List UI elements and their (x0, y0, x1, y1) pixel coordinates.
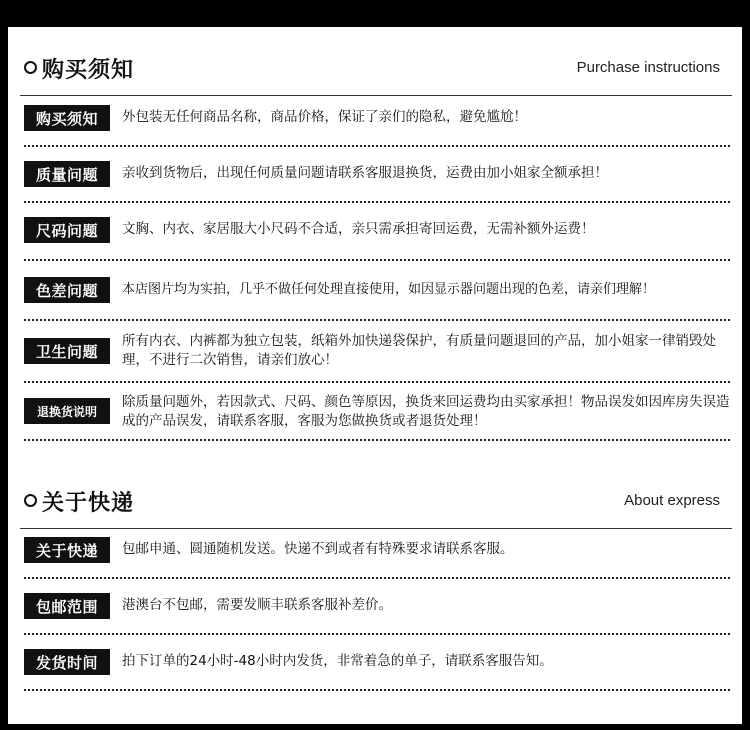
item-text: 拍下订单的24小时-48小时内发货，非常着急的单子，请联系客服告知。 (122, 653, 553, 669)
item-text: 本店图片均为实拍，几乎不做任何处理直接使用，如因显示器问题出现的色差，请亲们理解！ (122, 282, 656, 297)
item-text: 除质量问题外，若因款式、尺码、颜色等原因，换货来回运费均由买家承担！物品误发如因库房失误造成的产品误发，请联系客服，客服为您做换货或者退货处理！ (122, 394, 730, 429)
purchase-section-header (20, 49, 720, 89)
header-divider (20, 528, 732, 529)
item-tag: 购买须知 (24, 105, 110, 131)
express-section-subtitle: About express (624, 492, 720, 509)
dotted-divider (24, 381, 730, 383)
dotted-divider (24, 319, 730, 321)
dotted-divider (24, 145, 730, 147)
item-tag: 质量问题 (24, 161, 110, 187)
item-text: 所有内衣、内裤都为独立包装，纸箱外加快递袋保护，有质量问题退回的产品，加小姐家一律销毁处理，不进行二次销售，请亲们放心！ (122, 333, 716, 368)
item-text: 包邮申通、圆通随机发送。快递不到或者有特殊要求请联系客服。 (122, 541, 514, 557)
item-text: 文胸、内衣、家居服大小尺码不合适，亲只需承担寄回运费，无需补额外运费！ (122, 221, 595, 237)
circle-bullet-icon (24, 61, 37, 74)
item-tag: 发货时间 (24, 649, 110, 675)
purchase-section-title: 购买须知 (42, 58, 135, 83)
item-text: 港澳台不包邮，需要发顺丰联系客服补差价。 (122, 597, 392, 613)
circle-bullet-icon (24, 494, 37, 507)
express-section-header (20, 482, 720, 522)
item-tag: 退换货说明 (24, 398, 110, 424)
item-tag: 尺码问题 (24, 217, 110, 243)
dotted-divider (24, 689, 730, 691)
dotted-divider (24, 577, 730, 579)
purchase-section-subtitle: Purchase instructions (576, 59, 720, 76)
dotted-divider (24, 633, 730, 635)
item-tag: 关于快递 (24, 537, 110, 563)
dotted-divider (24, 201, 730, 203)
dotted-divider (24, 439, 730, 441)
item-text: 亲收到货物后，出现任何质量问题请联系客服退换货，运费由加小姐家全额承担！ (122, 165, 608, 181)
dotted-divider (24, 259, 730, 261)
content-panel (8, 27, 742, 724)
item-tag: 包邮范围 (24, 593, 110, 619)
item-text: 外包装无任何商品名称，商品价格，保证了亲们的隐私，避免尴尬！ (122, 109, 527, 125)
item-tag: 色差问题 (24, 277, 110, 303)
express-section-title: 关于快递 (42, 491, 135, 516)
item-tag: 卫生问题 (24, 338, 110, 364)
header-divider (20, 95, 732, 96)
